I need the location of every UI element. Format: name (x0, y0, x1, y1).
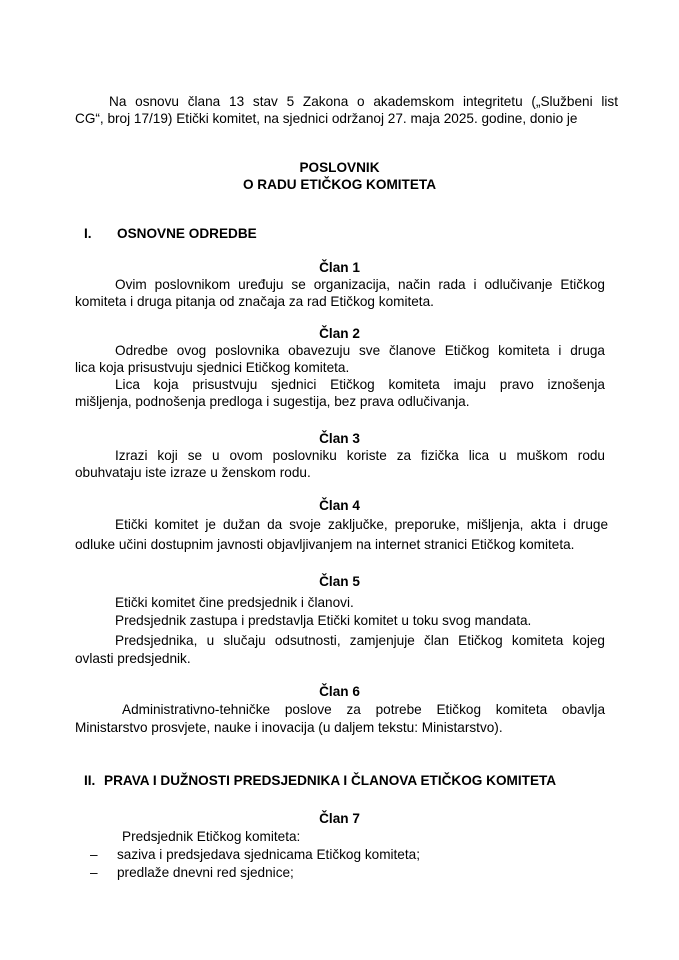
clan-3-line: obuhvataju iste izraze u ženskom rodu. (75, 465, 311, 480)
clan-5-heading: Član 5 (319, 574, 360, 589)
clan-6-line: Ministarstvo prosvjete, nauke i inovacija (u daljem tekstu: Ministarstvo). (75, 720, 503, 735)
clan-6-heading: Član 6 (319, 684, 360, 699)
clan-7-heading: Član 7 (319, 811, 360, 826)
preamble-line-1: Na osnovu člana 13 stav 5 Zakona o akademskom integritetu („Službeni list (109, 94, 618, 109)
clan-4-line: odluke učini dostupnim javnosti objavljivanjem na internet stranici Etičkog komiteta. (75, 537, 575, 552)
clan-2-line: mišljenja, podnošenja predloga i sugestija, bez prava odlučivanja. (75, 394, 470, 409)
clan-2-heading: Član 2 (319, 326, 360, 341)
clan-3-line: Izrazi koji se u ovom poslovniku koriste za fizička lica u muškom rodu (115, 448, 605, 463)
document-subtitle: O RADU ETIČKOG KOMITETA (242, 177, 437, 192)
clan-5-line: Predsjednika, u slučaju odsutnosti, zamjenjuje član Etičkog komiteta kojeg (115, 633, 605, 648)
section-1-number: I. (84, 226, 92, 241)
section-2-number: II. (84, 773, 96, 788)
preamble-line-2: CG“, broj 17/19) Etički komitet, na sjednici održanoj 27. maja 2025. godine, donio je (75, 111, 578, 126)
list-item (0, 864, 679, 881)
list-bullet: – (90, 847, 98, 862)
clan-4-line: Etički komitet je dužan da svoje zaključke, preporuke, mišljenja, akta i druge (115, 517, 608, 532)
list-item-text: saziva i predsjedava sjednicama Etičkog komiteta; (117, 847, 420, 862)
clan-1-heading: Član 1 (319, 260, 360, 275)
clan-5-line: Etički komitet čine predsjednik i članovi. (115, 595, 354, 610)
clan-5-line: Predsjednik zastupa i predstavlja Etički komitet u toku svog mandata. (115, 613, 532, 628)
clan-5-line: ovlasti predsjednik. (75, 651, 191, 666)
section-1-heading: OSNOVNE ODREDBE (117, 226, 257, 241)
clan-2-line: Odredbe ovog poslovnika obavezuju sve članove Etičkog komiteta i druga (115, 343, 605, 358)
clan-2-line: lica koja prisustvuju sjednici Etičkog komiteta. (75, 360, 350, 375)
clan-1-line: Ovim poslovnikom uređuju se organizacija, način rada i odlučivanje Etičkog (115, 277, 605, 292)
list-bullet: – (90, 865, 98, 880)
list-item (0, 846, 679, 863)
clan-3-heading: Član 3 (319, 431, 360, 446)
list-item-text: predlaže dnevni red sjednice; (117, 865, 294, 880)
clan-7-intro: Predsjednik Etičkog komiteta: (122, 829, 301, 844)
section-2-heading: PRAVA I DUŽNOSTI PREDSJEDNIKA I ČLANOVA ETIČKOG KOMITETA (104, 773, 557, 788)
clan-1-line: komiteta i druga pitanja od značaja za rad Etičkog komiteta. (75, 294, 434, 309)
clan-2-line: Lica koja prisustvuju sjednici Etičkog komiteta imaju pravo iznošenja (115, 377, 605, 392)
clan-4-heading: Član 4 (319, 498, 360, 513)
document-title: POSLOVNIK (299, 160, 380, 175)
clan-6-line: Administrativno-tehničke poslove za potrebe Etičkog komiteta obavlja (122, 702, 605, 717)
